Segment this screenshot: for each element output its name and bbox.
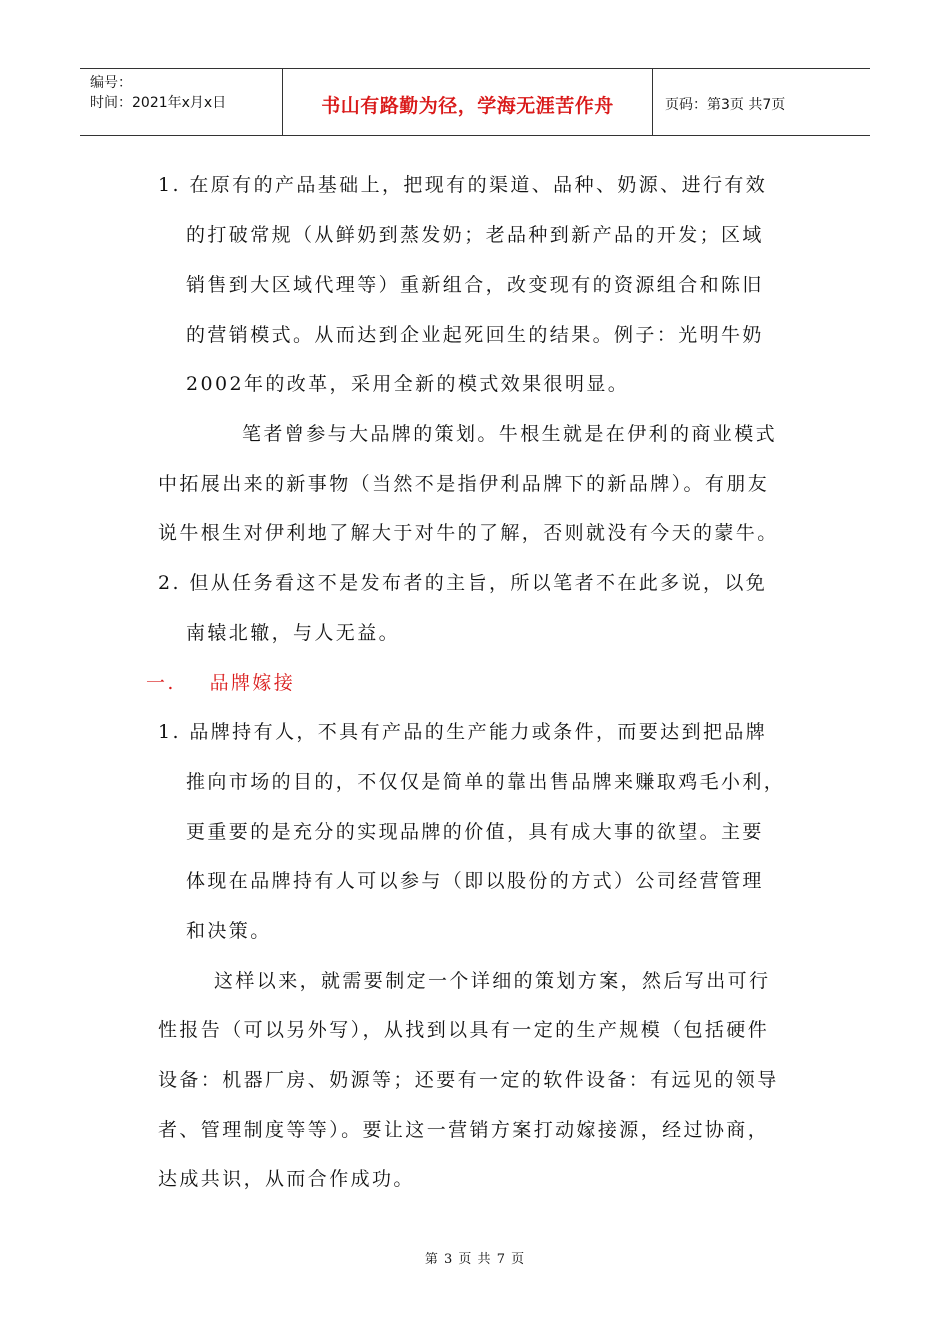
paragraph-line: 笔者曾参与大品牌的策划。牛根生就是在伊利的商业模式 [242, 423, 778, 445]
paragraph-line: 和决策。 [186, 920, 272, 942]
paragraph-line: 销售到大区域代理等）重新组合，改变现有的资源组合和陈旧 [186, 274, 764, 296]
paragraph-line: 者、管理制度等等）。要让这一营销方案打动嫁接源，经过协商， [158, 1119, 770, 1141]
paragraph-line: 1. 在原有的产品基础上，把现有的渠道、品种、奶源、进行有效 [158, 174, 768, 196]
paragraph-line: 更重要的是充分的实现品牌的价值，具有成大事的欲望。主要 [186, 821, 764, 843]
paragraph-line: 这样以来，就需要制定一个详细的策划方案，然后写出可行 [214, 970, 771, 992]
paragraph-line: 设备：机器厂房、奶源等；还要有一定的软件设备：有远见的领导 [158, 1069, 779, 1091]
section-heading: 一. 品牌嫁接 [146, 672, 296, 694]
paragraph-line: 2002年的改革，采用全新的模式效果很明显。 [186, 373, 630, 395]
paragraph-line: 说牛根生对伊利地了解大于对牛的了解，否则就没有今天的蒙牛。 [158, 522, 779, 544]
paragraph-line: 1. 品牌持有人，不具有产品的生产能力或条件，而要达到把品牌 [158, 721, 768, 743]
time-label: 时间：2021年x月x日 [90, 95, 227, 111]
header-meta [80, 69, 283, 135]
paragraph-line: 达成共识，从而合作成功。 [158, 1168, 415, 1190]
paragraph-line: 南辕北辙，与人无益。 [186, 622, 401, 644]
paragraph-line: 2. 但从任务看这不是发布者的主旨，所以笔者不在此多说，以免 [158, 572, 768, 594]
header-motto: 书山有路勤为径，学海无涯苦作舟 [283, 69, 653, 135]
header-page-info: 页码：第3页 共7页 [665, 97, 786, 113]
paragraph-line: 的打破常规（从鲜奶到蒸发奶；老品种到新产品的开发；区域 [186, 224, 764, 246]
serial-label: 编号： [90, 75, 132, 91]
page-footer: 第 3 页 共 7 页 [424, 1252, 526, 1267]
paragraph-line: 的营销模式。从而达到企业起死回生的结果。例子：光明牛奶 [186, 324, 764, 346]
paragraph-line: 体现在品牌持有人可以参与（即以股份的方式）公司经营管理 [186, 870, 764, 892]
paragraph-line: 推向市场的目的，不仅仅是简单的靠出售品牌来赚取鸡毛小利， [186, 771, 786, 793]
paragraph-line: 中拓展出来的新事物（当然不是指伊利品牌下的新品牌）。有朋友 [158, 473, 770, 495]
paragraph-line: 性报告（可以另外写），从找到以具有一定的生产规模（包括硬件 [158, 1019, 770, 1041]
page-header [80, 68, 870, 136]
